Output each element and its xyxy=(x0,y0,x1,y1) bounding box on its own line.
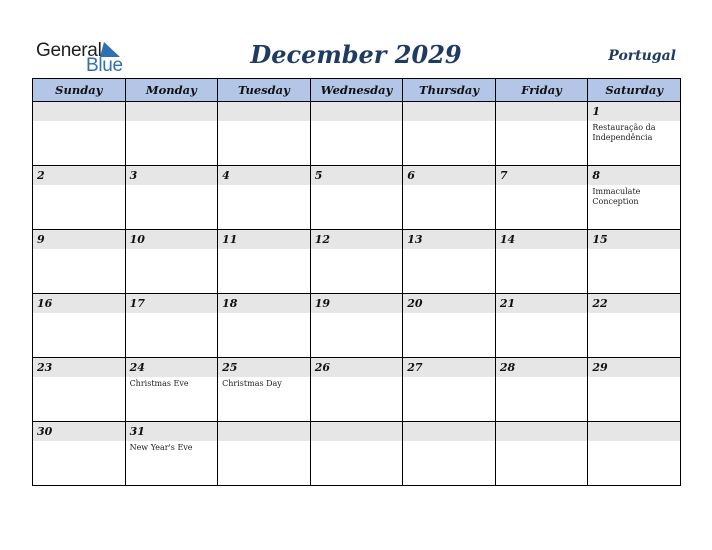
day-cell xyxy=(218,358,311,422)
day-number-bar xyxy=(33,230,125,249)
calendar-title: December 2029 xyxy=(250,40,462,69)
day-number: 12 xyxy=(314,233,330,246)
holiday-label: Christmas Day xyxy=(222,379,282,388)
day-number: 23 xyxy=(37,361,53,374)
day-cell xyxy=(403,102,496,166)
day-number-bar xyxy=(218,166,310,185)
day-number-bar xyxy=(311,422,403,441)
weekday-header: Monday xyxy=(125,79,218,102)
day-cell xyxy=(588,230,681,294)
day-number-bar xyxy=(403,166,495,185)
calendar-grid xyxy=(32,78,681,486)
day-cell xyxy=(218,422,311,486)
day-cell xyxy=(495,294,588,358)
day-cell xyxy=(588,358,681,422)
day-cell xyxy=(33,230,126,294)
day-cell xyxy=(495,358,588,422)
day-number-bar xyxy=(403,102,495,121)
week-row xyxy=(33,358,681,422)
day-number-bar xyxy=(218,102,310,121)
weekday-header: Tuesday xyxy=(218,79,311,102)
week-row xyxy=(33,102,681,166)
day-cell xyxy=(588,102,681,166)
day-cell xyxy=(310,422,403,486)
day-cell xyxy=(33,102,126,166)
day-number-bar xyxy=(588,102,680,121)
day-cell xyxy=(588,166,681,230)
week-row xyxy=(33,422,681,486)
day-cell xyxy=(403,230,496,294)
day-cell xyxy=(218,230,311,294)
day-number: 2 xyxy=(37,169,45,182)
day-number: 10 xyxy=(129,233,145,246)
day-cell xyxy=(310,230,403,294)
day-cell xyxy=(125,102,218,166)
day-cell xyxy=(33,422,126,486)
day-number: 5 xyxy=(314,169,323,182)
weekday-header: Thursday xyxy=(403,79,496,102)
day-cell xyxy=(218,294,311,358)
day-number: 6 xyxy=(407,169,415,182)
day-number-bar xyxy=(126,166,218,185)
day-number: 20 xyxy=(407,297,423,310)
day-number: 24 xyxy=(129,361,145,374)
holiday-label: New Year's Eve xyxy=(129,443,193,452)
day-cell xyxy=(33,358,126,422)
day-number-bar xyxy=(588,166,680,185)
weekday-header: Wednesday xyxy=(310,79,403,102)
day-number: 30 xyxy=(37,425,53,438)
day-number: 28 xyxy=(499,361,516,374)
day-number: 15 xyxy=(592,233,608,246)
day-number: 9 xyxy=(37,233,45,246)
day-cell xyxy=(218,102,311,166)
day-cell xyxy=(218,166,311,230)
day-number: 22 xyxy=(592,297,608,310)
day-cell xyxy=(125,422,218,486)
day-number: 31 xyxy=(129,425,145,438)
day-number: 8 xyxy=(592,169,601,182)
week-row xyxy=(33,230,681,294)
weekday-header: Sunday xyxy=(33,79,126,102)
holiday-label: Immaculate Conception xyxy=(592,187,641,206)
weekday-header-row xyxy=(33,79,681,102)
week-row xyxy=(33,294,681,358)
day-cell xyxy=(588,294,681,358)
day-number: 7 xyxy=(499,169,508,182)
day-cell xyxy=(310,294,403,358)
weekday-header: Saturday xyxy=(588,79,681,102)
day-number: 17 xyxy=(129,297,145,310)
day-cell xyxy=(125,358,218,422)
day-cell xyxy=(125,230,218,294)
day-number: 3 xyxy=(129,169,138,182)
day-number-bar xyxy=(126,102,218,121)
day-cell xyxy=(495,422,588,486)
brand-logo-general: General xyxy=(36,40,102,61)
day-number-bar xyxy=(403,422,495,441)
day-number: 14 xyxy=(499,233,516,246)
day-number: 16 xyxy=(37,297,53,310)
day-number-bar xyxy=(496,102,588,121)
weekday-header: Friday xyxy=(495,79,588,102)
day-cell xyxy=(403,294,496,358)
day-cell xyxy=(495,102,588,166)
day-cell xyxy=(495,166,588,230)
day-number: 21 xyxy=(499,297,516,310)
week-row xyxy=(33,166,681,230)
day-cell xyxy=(310,358,403,422)
day-number-bar xyxy=(218,422,310,441)
day-cell xyxy=(403,166,496,230)
day-cell xyxy=(310,102,403,166)
day-number: 26 xyxy=(314,361,330,374)
day-number: 13 xyxy=(407,233,423,246)
day-number-bar xyxy=(311,166,403,185)
day-cell xyxy=(495,230,588,294)
day-cell xyxy=(403,422,496,486)
day-cell xyxy=(33,166,126,230)
day-number: 19 xyxy=(314,297,330,310)
day-number: 1 xyxy=(592,105,601,118)
day-number-bar xyxy=(33,102,125,121)
day-number-bar xyxy=(496,166,588,185)
day-number: 18 xyxy=(222,297,238,310)
day-cell xyxy=(125,166,218,230)
day-cell xyxy=(33,294,126,358)
day-number-bar xyxy=(496,422,588,441)
holiday-label: Christmas Eve xyxy=(129,379,189,388)
day-number: 27 xyxy=(407,361,423,374)
day-number: 29 xyxy=(592,361,608,374)
country-label: Portugal xyxy=(608,48,676,64)
day-number: 25 xyxy=(222,361,238,374)
day-number: 4 xyxy=(222,169,230,182)
day-cell xyxy=(588,422,681,486)
day-cell xyxy=(310,166,403,230)
day-cell xyxy=(125,294,218,358)
brand-logo-blue: Blue xyxy=(86,55,123,76)
day-number-bar xyxy=(588,422,680,441)
day-cell xyxy=(403,358,496,422)
day-number: 11 xyxy=(222,233,238,246)
day-number-bar xyxy=(311,102,403,121)
holiday-label: Restauração da Independência xyxy=(592,123,656,142)
day-number-bar xyxy=(33,166,125,185)
